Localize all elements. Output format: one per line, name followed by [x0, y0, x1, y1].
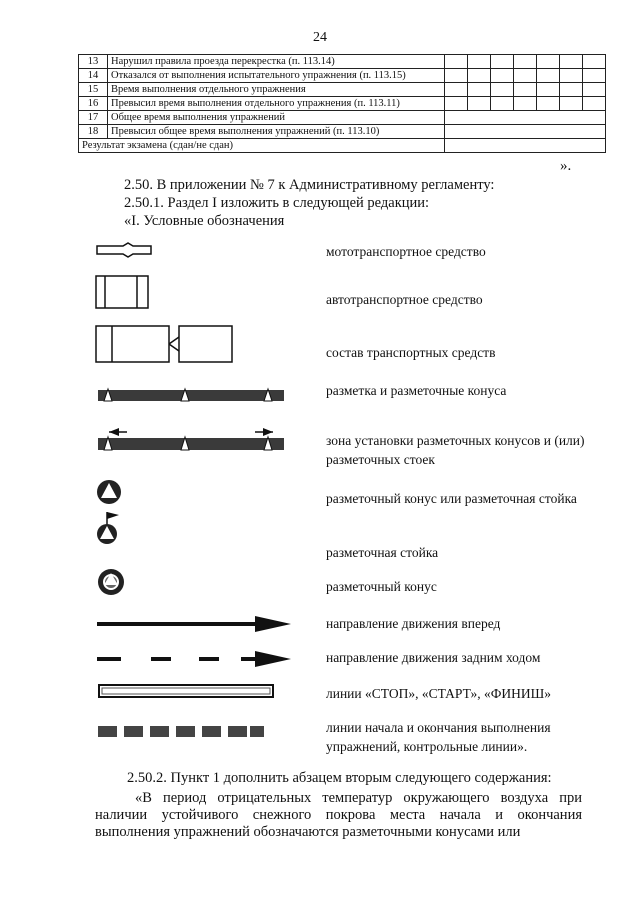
- page-number: 24: [313, 30, 327, 45]
- cone-zone-icon: [97, 424, 287, 454]
- row-description: Нарушил правила проезда перекрестка (п. 113.14): [108, 55, 445, 69]
- merged-cell: [445, 111, 606, 125]
- mark-cell: [468, 83, 491, 97]
- row-description: Время выполнения отдельного упражнения: [108, 83, 445, 97]
- mark-cell: [583, 55, 606, 69]
- legend-label-motorcycle: мототранспортное средство: [326, 244, 486, 259]
- row-number: 15: [79, 83, 108, 97]
- legend-label-marking-cone: разметочный конус: [326, 579, 437, 594]
- paragraph-2-50-2: 2.50.2. Пункт 1 дополнить абзацем вторым следующего содержания:: [127, 770, 552, 786]
- legend-label-reverse: направление движения задним ходом: [326, 650, 541, 665]
- legend-label-marking-post: разметочная стойка: [326, 545, 439, 560]
- table-row: [79, 69, 606, 83]
- row-description: Превысил время выполнения отдельного упражнения (п. 113.11): [108, 97, 445, 111]
- mark-cell: [468, 69, 491, 83]
- mark-cell: [583, 97, 606, 111]
- forward-arrow-icon: [95, 613, 295, 635]
- row-description: Отказался от выполнения испытательного упражнения (п. 113.15): [108, 69, 445, 83]
- merged-cell: [445, 139, 606, 153]
- table-row-result: [79, 139, 606, 153]
- row-number: 14: [79, 69, 108, 83]
- mark-cell: [537, 97, 560, 111]
- row-description: Общее время выполнения упражнений: [108, 111, 445, 125]
- reverse-arrow-icon: [95, 648, 295, 670]
- table-row: [79, 97, 606, 111]
- legend-label-car: автотранспортное средство: [326, 292, 483, 307]
- paragraph-2-50: 2.50. В приложении № 7 к Административному регламенту:: [124, 177, 495, 193]
- table-row: [79, 55, 606, 69]
- mark-cell: [514, 69, 537, 83]
- mark-cell: [514, 97, 537, 111]
- mark-cell: [537, 55, 560, 69]
- mark-cell: [491, 83, 514, 97]
- mark-cell: [491, 55, 514, 69]
- mark-cell: [583, 69, 606, 83]
- mark-cell: [560, 69, 583, 83]
- mark-cell: [537, 83, 560, 97]
- legend-label-vehicle-combination: состав транспортных средств: [326, 345, 496, 360]
- mark-cell: [445, 69, 468, 83]
- mark-cell: [537, 69, 560, 83]
- mark-cell: [445, 83, 468, 97]
- mark-cell: [560, 55, 583, 69]
- stop-start-finish-line-icon: [98, 684, 278, 700]
- mark-cell: [468, 97, 491, 111]
- mark-cell: [583, 83, 606, 97]
- car-symbol-icon: [95, 275, 151, 311]
- section-heading: «I. Условные обозначения: [124, 213, 285, 229]
- mark-cell: [560, 97, 583, 111]
- mark-cell: [514, 55, 537, 69]
- paragraph-2-50-1: 2.50.1. Раздел I изложить в следующей редакции:: [124, 195, 430, 211]
- marking-cone-icon: [96, 567, 128, 599]
- row-number: 17: [79, 111, 108, 125]
- legend-label-control-lines: линии начала и окончания выполнения упражнений, контрольные линии».: [326, 720, 551, 754]
- mark-cell: [491, 97, 514, 111]
- mark-cell: [514, 83, 537, 97]
- legend-label-cone-zone: зона установки разметочных конусов и (или) разметочных стоек: [326, 433, 585, 467]
- row-number: 16: [79, 97, 108, 111]
- mark-cell: [445, 97, 468, 111]
- table-row: [79, 125, 606, 139]
- table-row: [79, 111, 606, 125]
- row-number: 13: [79, 55, 108, 69]
- result-label: Результат экзамена (сдан/не сдан): [79, 139, 445, 153]
- row-number: 18: [79, 125, 108, 139]
- mark-cell: [491, 69, 514, 83]
- legend-label-marking-cones: разметка и разметочные конуса: [326, 383, 507, 398]
- legend-label-cone-or-post: разметочный конус или разметочная стойка: [326, 491, 577, 506]
- vehicle-combination-icon: [95, 325, 235, 365]
- merged-cell: [445, 125, 606, 139]
- row-description: Превысил общее время выполнения упражнений (п. 113.10): [108, 125, 445, 139]
- legend-label-stop-start-finish: линии «СТОП», «СТАРТ», «ФИНИШ»: [326, 686, 552, 701]
- motorcycle-symbol-icon: [95, 242, 155, 258]
- cone-or-post-icon: [95, 478, 127, 548]
- mark-cell: [445, 55, 468, 69]
- control-lines-icon: [98, 724, 268, 740]
- mark-cell: [560, 83, 583, 97]
- body-paragraph: [95, 790, 582, 841]
- exam-results-table: [78, 54, 606, 153]
- closing-quote: ».: [560, 158, 572, 174]
- mark-cell: [468, 55, 491, 69]
- legend-label-forward: направление движения вперед: [326, 616, 501, 631]
- body-paragraph-text: «В период отрицательных температур окружающего воздуха при наличии устойчивого снежного покрова места начала и окончания выполнения упражнений обозначаются разметочными конусами или: [95, 790, 582, 840]
- marking-cones-icon: [97, 384, 287, 404]
- table-row: [79, 83, 606, 97]
